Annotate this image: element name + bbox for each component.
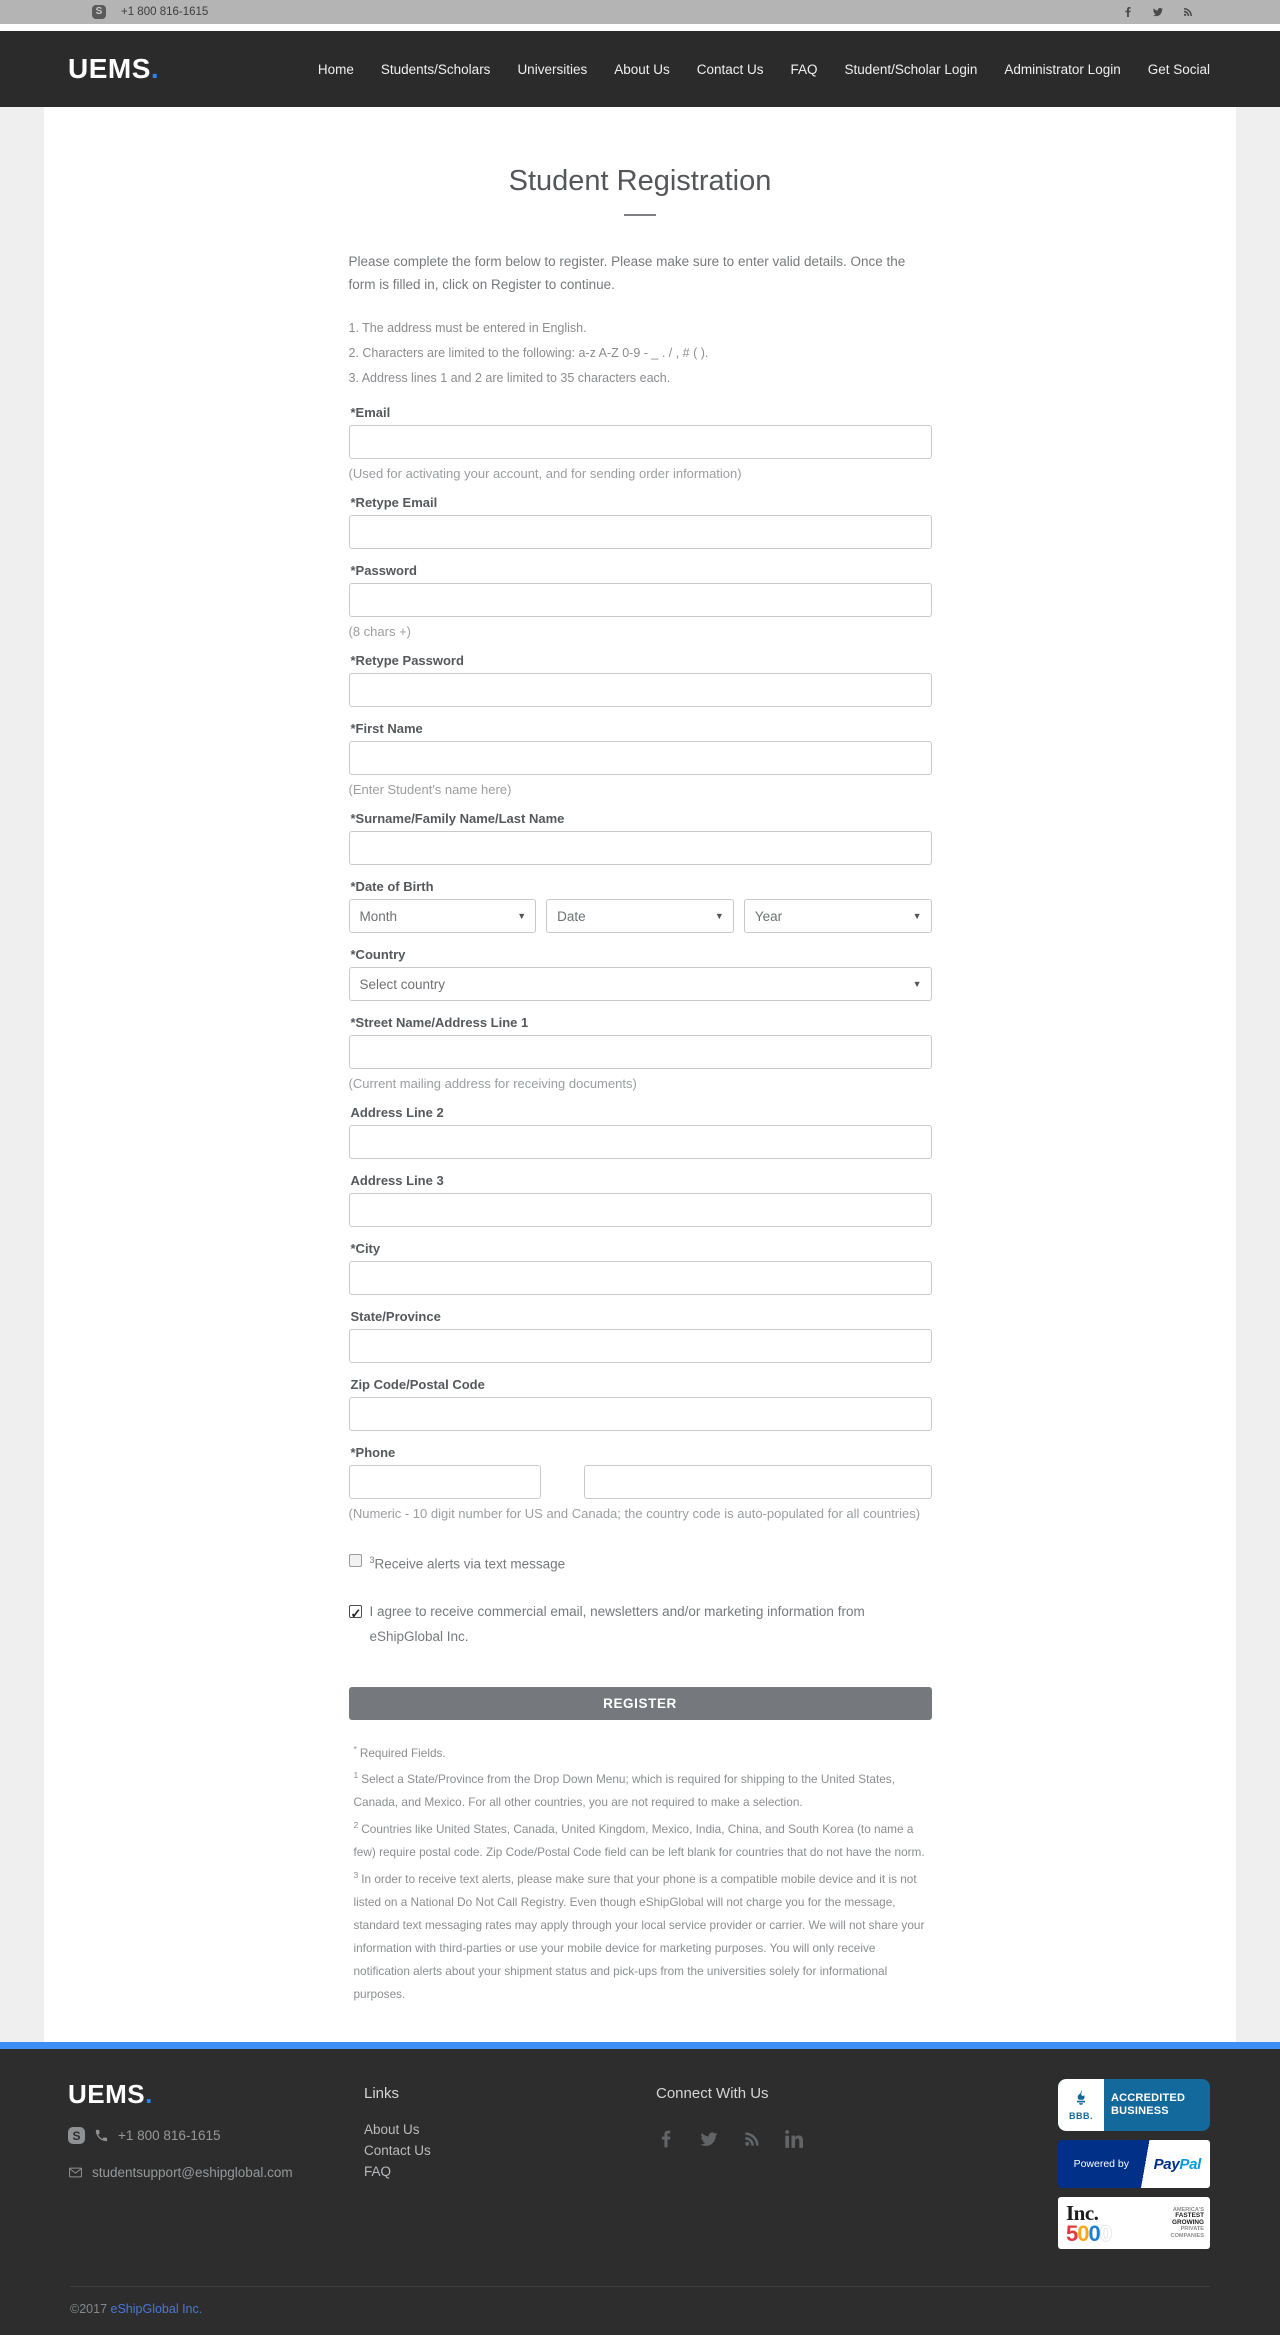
nav-menu [318,62,1210,77]
surname-field-group [349,811,932,865]
chevron-down-icon: ▼ [912,979,922,989]
footnotes [349,1738,932,2007]
address-line-3-field[interactable] [349,1193,932,1227]
copyright-bar: ©2017 eShipGlobal Inc. [70,2302,203,2317]
phone-group [349,1445,932,1521]
city-field[interactable] [349,1261,932,1295]
marketing-consent-label: I agree to receive commercial email, newsletters and/or marketing information from eShipGlobal Inc. [369,1603,865,1644]
surname-field[interactable] [349,831,932,865]
form-rule: 2. Characters are limited to the following: a-z A-Z 0-9 - _ . / , # ( ). [348,346,709,360]
top-bar [0,0,1280,24]
footnote: * Required Fields. [353,1743,446,1760]
sms-alerts-checkbox[interactable] [349,1554,362,1567]
street-address-1-field-label: *Street Name/Address Line 1 [350,1015,529,1030]
chevron-down-icon: ▼ [912,911,922,921]
phone-helper-text: (Numeric - 10 digit number for US and Canada; the country code is auto-populated for all countries) [348,1506,921,1521]
sms-alerts-label: Receive alerts via text message [374,1556,566,1572]
retype-email-field-label: *Retype Email [350,495,438,510]
register-button[interactable]: REGISTER [349,1687,932,1720]
first-name-field-helper-text: (Enter Student's name here) [348,782,512,797]
nav-item-faq[interactable]: FAQ [790,61,818,77]
dob-year-select[interactable]: Year ▼ [744,899,932,933]
inc-badge-text-line: PRIVATE [1180,2226,1204,2233]
footer-badges-column [1058,2079,1210,2258]
city-field-label: *City [350,1241,381,1256]
footer-link-about-us[interactable]: About Us [364,2122,420,2138]
sms-footnote-marker: 3 [369,1555,375,1565]
facebook-icon[interactable] [1122,6,1134,18]
main-navbar [0,31,1280,107]
zip-postal-field[interactable] [349,1397,932,1431]
footer-email-row [68,2165,364,2180]
footer-uems-logo[interactable]: UEMS. [68,2079,153,2110]
footer-logo-dot: . [145,2079,153,2110]
nav-item-administrator-login[interactable]: Administrator Login [1004,61,1121,77]
dob-month-select[interactable]: Month ▼ [349,899,537,933]
bbb-accredited-badge[interactable]: BBB. ACCREDITED BUSINESS [1058,2079,1210,2131]
phone-label: *Phone [350,1445,396,1460]
registration-form [349,405,932,2006]
address-line-2-field[interactable] [349,1125,932,1159]
dob-date-select[interactable]: Date ▼ [546,899,734,933]
copyright-company-link[interactable]: eShipGlobal Inc. [110,2302,203,2317]
topbar-social-icons [1122,6,1194,18]
inc-5000-badge[interactable]: Inc. 5000 AMERICA'S FASTEST GROWING PRIVATE COMPANIES [1058,2197,1210,2249]
address-line-3-field-label: Address Line 3 [350,1173,444,1188]
chevron-down-icon: ▼ [714,911,724,921]
password-field[interactable] [349,583,932,617]
rss-icon[interactable] [1182,6,1194,18]
twitter-icon[interactable] [1152,6,1164,18]
footer-phone-number: +1 800 816-1615 [118,2128,221,2144]
country-select[interactable]: Select country ▼ [349,967,932,1001]
skype-icon[interactable]: S [92,5,106,19]
inc-badge-text-line: FASTEST [1175,2212,1204,2220]
dob-label: *Date of Birth [350,879,434,894]
twitter-icon[interactable] [699,2129,719,2149]
footnote: $^3$ In order to receive text alerts, please make sure that your phone is a compatible mobile device and it is not listed on a National Do Not Call Registry. Even though eShipGlobal will not charge you for the message, standard text messaging rates may apply through your local service provider or carrier. We will not share your information with third-parties or use your mobile device for marketing purposes. You will only receive notification alerts about your shipment status and pick-ups from the universities solely for informational purposes. [353,1870,925,2002]
nav-item-home[interactable]: Home [317,61,354,77]
inc-badge-text-line: COMPANIES [1170,2232,1204,2239]
footer-links-column [364,2079,656,2258]
footnote: $^2$ Countries like United States, Canada, United Kingdom, Mexico, India, China, and South Korea (to name a few) require postal code. Zip Code/Postal Code field can be left blank for countries that do not have the norm. [353,1820,925,1860]
state-province-field[interactable] [349,1329,932,1363]
footer-link-contact-us[interactable]: Contact Us [364,2143,431,2159]
footer-link-faq[interactable]: FAQ [364,2164,392,2180]
nav-item-universities[interactable]: Universities [517,61,588,77]
phone-icon [94,2128,109,2143]
retype-password-field[interactable] [349,673,932,707]
phone-number-field[interactable] [584,1465,932,1499]
retype-email-field-group [349,495,932,549]
password-field-helper-text: (8 chars +) [348,624,411,639]
nav-item-contact-us[interactable]: Contact Us [696,61,764,77]
first-name-field[interactable] [349,741,932,775]
footer-email-address[interactable]: studentsupport@eshipglobal.com [92,2165,293,2181]
dob-group [349,879,932,933]
page-title: Student Registration [508,165,772,197]
nav-item-about-us[interactable]: About Us [614,61,670,77]
inc-badge-text-line: AMERICA'S [1172,2206,1204,2213]
zip-postal-field-group [349,1377,932,1431]
footnote: $^1$ Select a State/Province from the Drop Down Menu; which is required for shipping to the United States, Canada, and Mexico. For all other countries, you are not required to make a selection. [353,1770,895,1810]
marketing-consent-row [349,1599,932,1649]
footer-connect-column [656,2079,1058,2258]
intro-text: Please complete the form below to register. Please make sure to enter valid details. Once the form is filled in, click on Register to continue. [348,254,906,292]
topbar-phone-number: +1 800 816-1615 [121,6,209,18]
facebook-icon[interactable] [656,2129,676,2149]
retype-email-field[interactable] [349,515,932,549]
linkedin-icon[interactable] [785,2129,805,2149]
footer-brand-column [68,2079,364,2258]
password-field-group [349,563,932,639]
first-name-field-group [349,721,932,797]
nav-item-student-scholar-login[interactable]: Student/Scholar Login [844,61,978,77]
street-address-1-field[interactable] [349,1035,932,1069]
retype-password-field-label: *Retype Password [350,653,464,668]
address-line-2-field-group [349,1105,932,1159]
email-field-helper-text: (Used for activating your account, and for sending order information) [348,466,742,481]
city-field-group [349,1241,932,1295]
inc-badge-text-line: GROWING [1172,2218,1204,2226]
marketing-consent-checkbox[interactable] [349,1605,362,1618]
address-line-3-field-group [349,1173,932,1227]
nav-item-students-scholars[interactable]: Students/Scholars [380,61,491,77]
rss-icon[interactable] [742,2129,762,2149]
page-footer [0,2042,1280,2335]
footer-links-heading: Links [364,2085,400,2103]
state-province-field-group [349,1309,932,1363]
state-province-field-label: State/Province [350,1309,441,1324]
footer-connect-heading: Connect With Us [656,2085,769,2103]
paypal-logo: PayPal [1153,2155,1202,2173]
header-gap [0,24,1280,31]
email-field-group [349,405,932,481]
address-line-2-field-label: Address Line 2 [350,1105,444,1120]
password-field-label: *Password [350,563,417,578]
retype-password-field-group [349,653,932,707]
inc-5000-logo: 5000 [1066,2220,1111,2246]
street-address-1-field-helper-text: (Current mailing address for receiving documents) [348,1076,637,1091]
zip-postal-field-label: Zip Code/Postal Code [350,1377,485,1392]
footer-phone-row [68,2127,364,2144]
country-label: *Country [350,947,406,962]
email-field-label: *Email [350,405,391,420]
first-name-field-label: *First Name [350,721,423,736]
email-field[interactable] [349,425,932,459]
powered-by-paypal-badge[interactable]: Powered by PayPal [1058,2140,1210,2188]
envelope-icon [68,2165,83,2180]
skype-icon[interactable]: S [68,2127,85,2144]
footer-social-icons [656,2129,1058,2149]
bbb-torch-icon [1072,2089,1090,2111]
country-group [349,947,932,1001]
sms-alerts-row [349,1548,932,1577]
chevron-down-icon: ▼ [517,911,527,921]
form-rules-list [349,316,932,391]
uems-logo[interactable]: UEMS. [68,53,160,84]
logo-dot: . [150,53,160,84]
form-rule: 1. The address must be entered in English. [348,321,587,335]
surname-field-label: *Surname/Family Name/Last Name [350,811,565,826]
form-rule: 3. Address lines 1 and 2 are limited to 35 characters each. [348,371,671,385]
main-content-card [44,107,1236,2042]
street-address-1-field-group [349,1015,932,1091]
title-underline [624,214,656,216]
nav-item-get-social[interactable]: Get Social [1147,61,1210,77]
phone-country-code-field[interactable] [349,1465,541,1499]
